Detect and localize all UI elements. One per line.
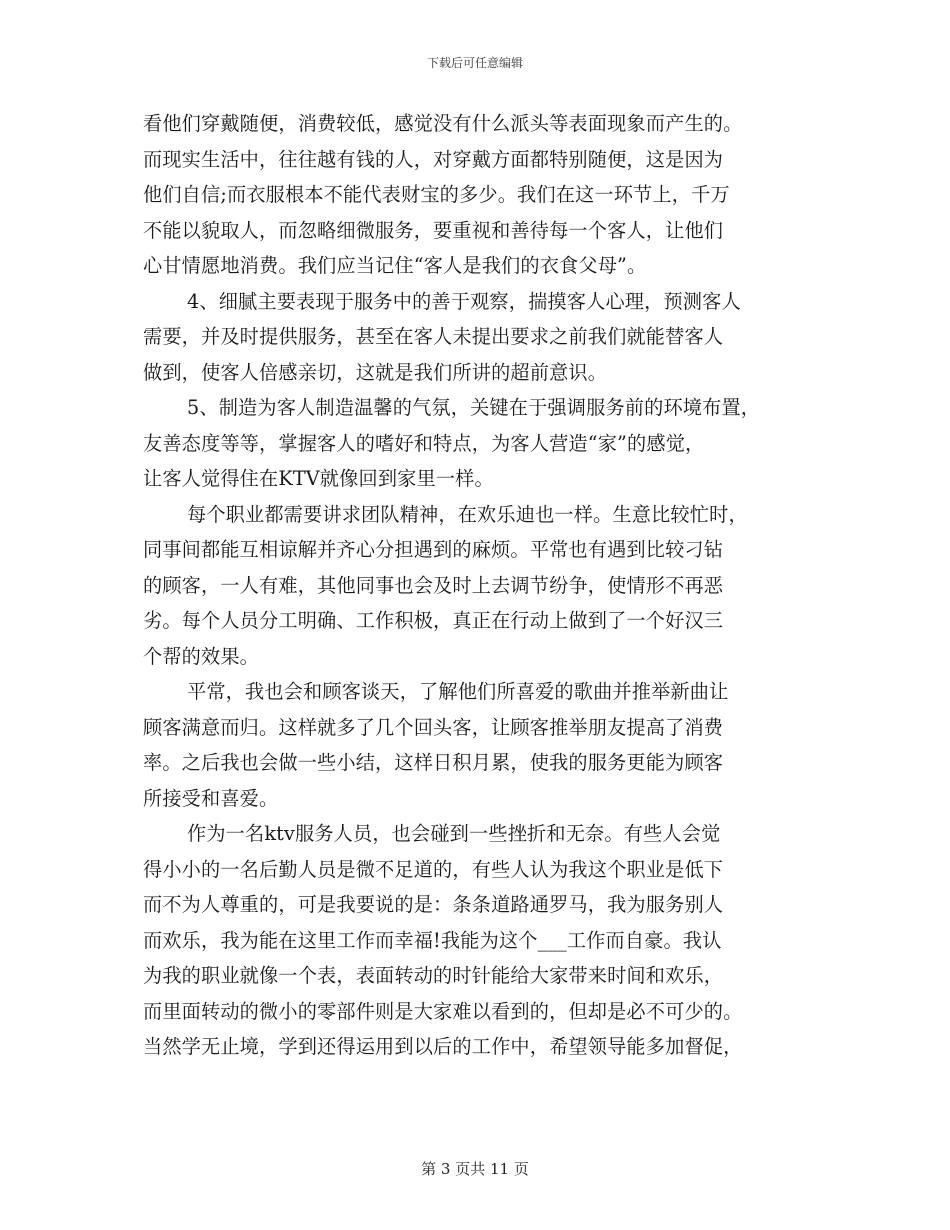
text-line: 心甘情愿地消费。我们应当记住“客人是我们的衣食父母”。 (143, 254, 647, 277)
text-line: 的顾客，一人有难，其他同事也会及时上去调节纷争，使情形不再恶 (143, 573, 724, 597)
text-line: 他们自信;而衣服根本不能代表财宝的多少。我们在这一环节上，千万 (143, 183, 730, 206)
text-line: 劣。每个人员分工明确、工作积极，真正在行动上做到了一个好汉三 (143, 609, 724, 632)
text-line: 4、细腻主要表现于服务中的善于观察，揣摸客人心理，预测客人 (187, 289, 741, 313)
text-line: 为我的职业就像一个表，表面转动的时针能给大家带来时间和欢乐， (143, 964, 724, 987)
text-line: 所接受和喜爱。 (143, 786, 279, 810)
text-line: 顾客满意而归。这样就多了几个回头客，让顾客推举朋友提高了消费 (143, 715, 724, 739)
text-line: 而现实生活中，往往越有钱的人，对穿戴方面都特别随便，这是因为 (143, 147, 724, 171)
text-line: 率。之后我也会做一些小结，这样日积月累，使我的服务更能为顾客 (143, 751, 724, 774)
text-line: 做到，使客人倍感亲切，这就是我们所讲的超前意识。 (143, 360, 608, 384)
text-line: 而里面转动的微小的零部件则是大家难以看到的，但却是必不可少的。 (143, 999, 743, 1023)
text-line: 5、制造为客人制造温馨的气氛，关键在于强调服务前的环境布置， (187, 396, 761, 419)
text-line: 当然学无止境，学到还得运用到以后的工作中，希望领导能多加督促， (143, 1035, 743, 1058)
document-body (143, 106, 833, 1065)
text-line: 需要，并及时提供服务，甚至在客人未提出要求之前我们就能替客人 (143, 325, 724, 348)
page-header: 下载后可任意编辑 (426, 56, 523, 70)
text-line: 看他们穿戴随便，消费较低，感觉没有什么派头等表面现象而产生的。 (143, 112, 743, 135)
text-line: 而欢乐，我为能在这里工作而幸福!我能为这个___工作而自豪。我认 (143, 928, 722, 952)
text-line: 不能以貌取人，而忽略细微服务，要重视和善待每一个客人，让他们 (143, 218, 724, 242)
text-line: 个帮的效果。 (143, 644, 260, 668)
text-line: 同事间都能互相谅解并齐心分担遇到的麻烦。平常也有遇到比较刁钻 (143, 538, 724, 561)
text-line: 友善态度等等，掌握客人的嗜好和特点，为客人营造“家”的感觉， (143, 431, 705, 455)
text-line: 平常，我也会和顾客谈天，了解他们所喜爱的歌曲并推举新曲让 (187, 680, 729, 703)
page-footer: 第 3 页共 11 页 (421, 1160, 529, 1178)
text-line: 作为一名ktv服务人员，也会碰到一些挫折和无奈。有些人会觉 (187, 822, 721, 845)
text-line: 让客人觉得住在KTV就像回到家里一样。 (143, 467, 494, 490)
text-line: 而不为人尊重的，可是我要说的是：条条道路通罗马，我为服务别人 (143, 893, 724, 916)
text-line: 每个职业都需要讲求团队精神，在欢乐迪也一样。生意比较忙时， (187, 502, 748, 526)
text-line: 得小小的一名后勤人员是微不足道的，有些人认为我这个职业是低下 (143, 857, 724, 881)
